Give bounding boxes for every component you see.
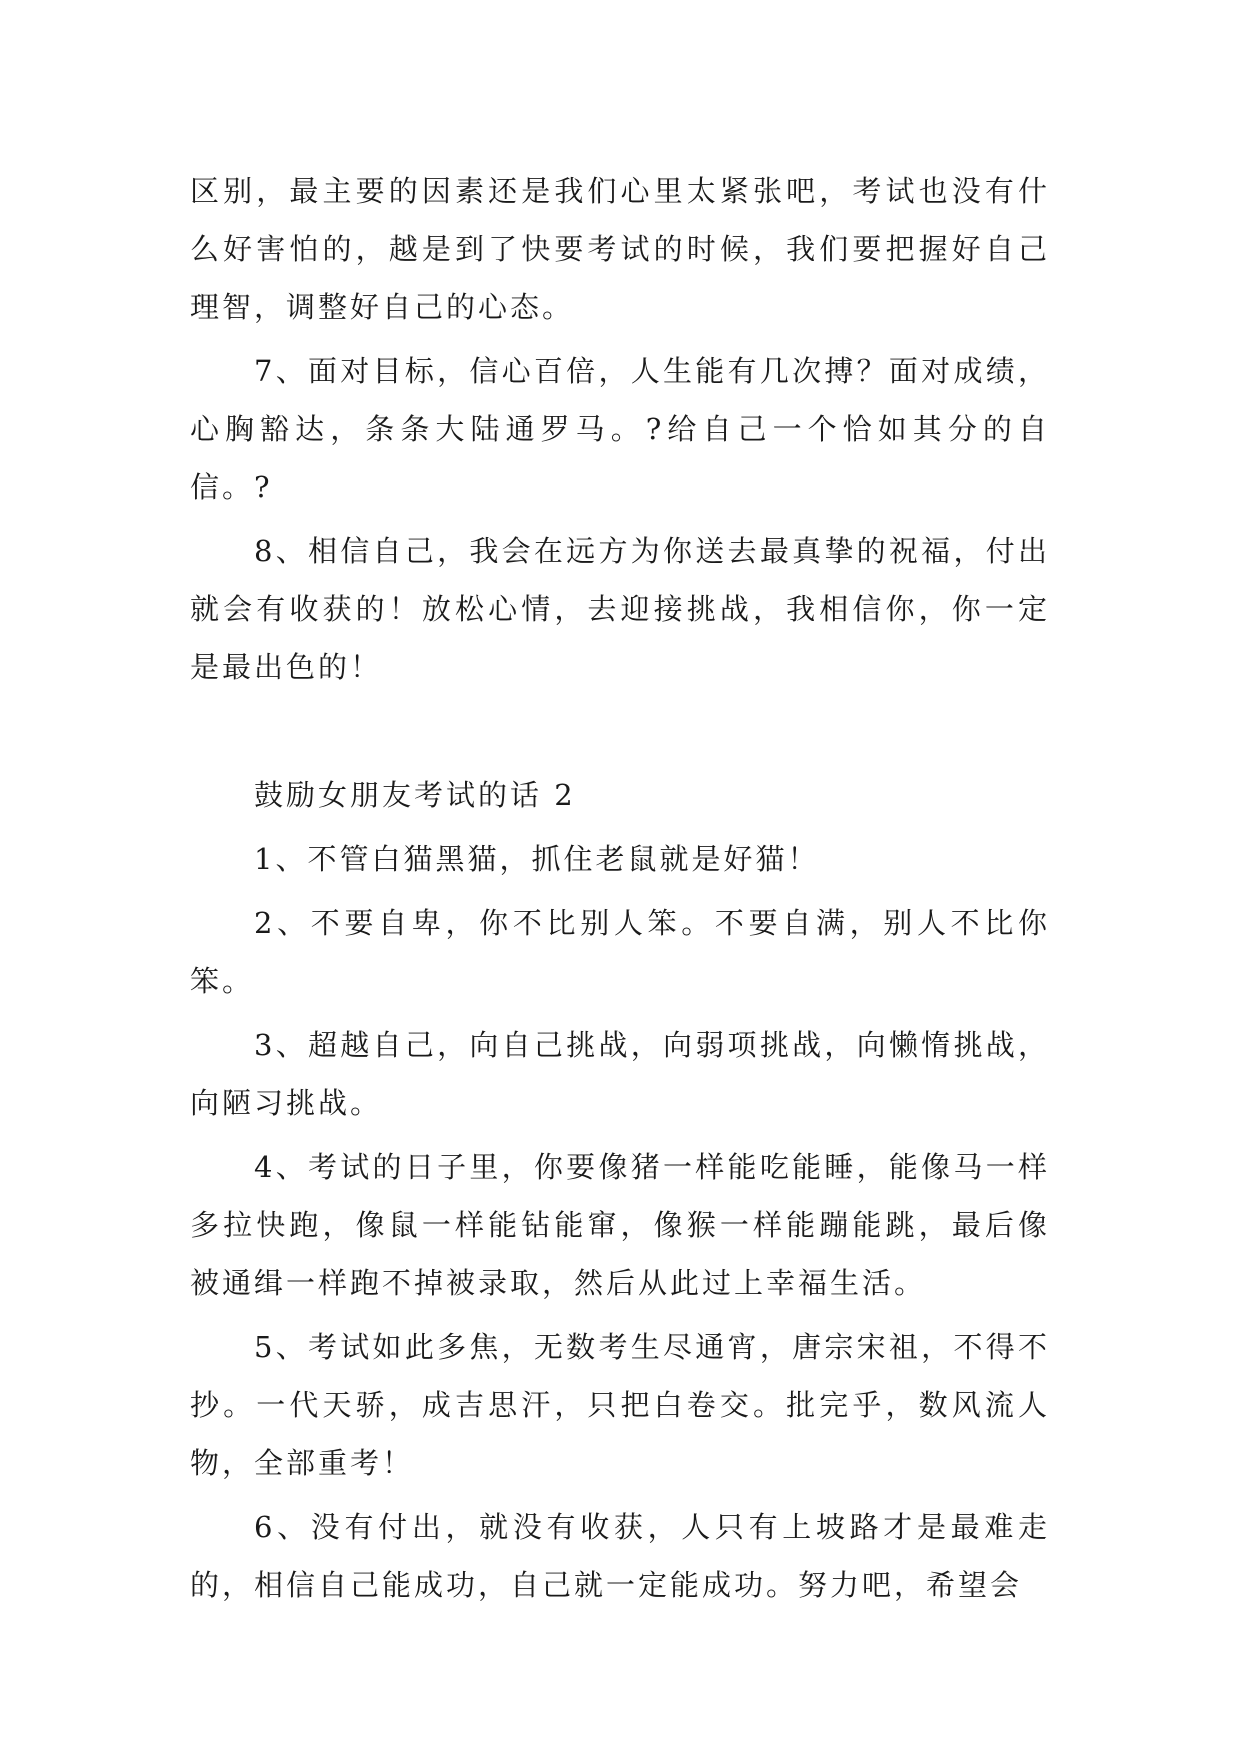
- paragraph-item-1: 1、不管白猫黑猫，抓住老鼠就是好猫！: [254, 842, 820, 876]
- paragraph-item-3: 3、超越自己，向自己挑战，向弱项挑战，向懒惰挑战，向陋习挑战。: [190, 1028, 1050, 1120]
- document-body: [190, 162, 1050, 1620]
- paragraph-item-8: 8、相信自己，我会在远方为你送去最真挚的祝福，付出就会有收获的！放松心情，去迎接挑战，我相信你，你一定是最出色的！: [190, 534, 1050, 684]
- paragraph-item-2: 2、不要自卑，你不比别人笨。不要自满，别人不比你笨。: [190, 906, 1050, 998]
- paragraph-item-7: 7、面对目标，信心百倍，人生能有几次搏？面对成绩，心胸豁达，条条大陆通罗马。?给自己一个恰如其分的自信。?: [190, 354, 1050, 504]
- section-heading: 鼓励女朋友考试的话 2: [254, 778, 576, 812]
- paragraph-continuation: 区别，最主要的因素还是我们心里太紧张吧，考试也没有什么好害怕的，越是到了快要考试的时候，我们要把握好自己理智，调整好自己的心态。: [190, 174, 1050, 324]
- paragraph-item-4: 4、考试的日子里，你要像猪一样能吃能睡，能像马一样多拉快跑，像鼠一样能钻能窜，像猴一样能蹦能跳，最后像被通缉一样跑不掉被录取，然后从此过上幸福生活。: [190, 1150, 1050, 1300]
- paragraph-item-6: 6、没有付出，就没有收获，人只有上坡路才是最难走的，相信自己能成功，自己就一定能成功。努力吧，希望会: [190, 1510, 1050, 1602]
- paragraph-item-5: 5、考试如此多焦，无数考生尽通宵，唐宗宋祖，不得不抄。一代天骄，成吉思汗，只把白卷交。批完乎，数风流人物，全部重考！: [190, 1330, 1050, 1480]
